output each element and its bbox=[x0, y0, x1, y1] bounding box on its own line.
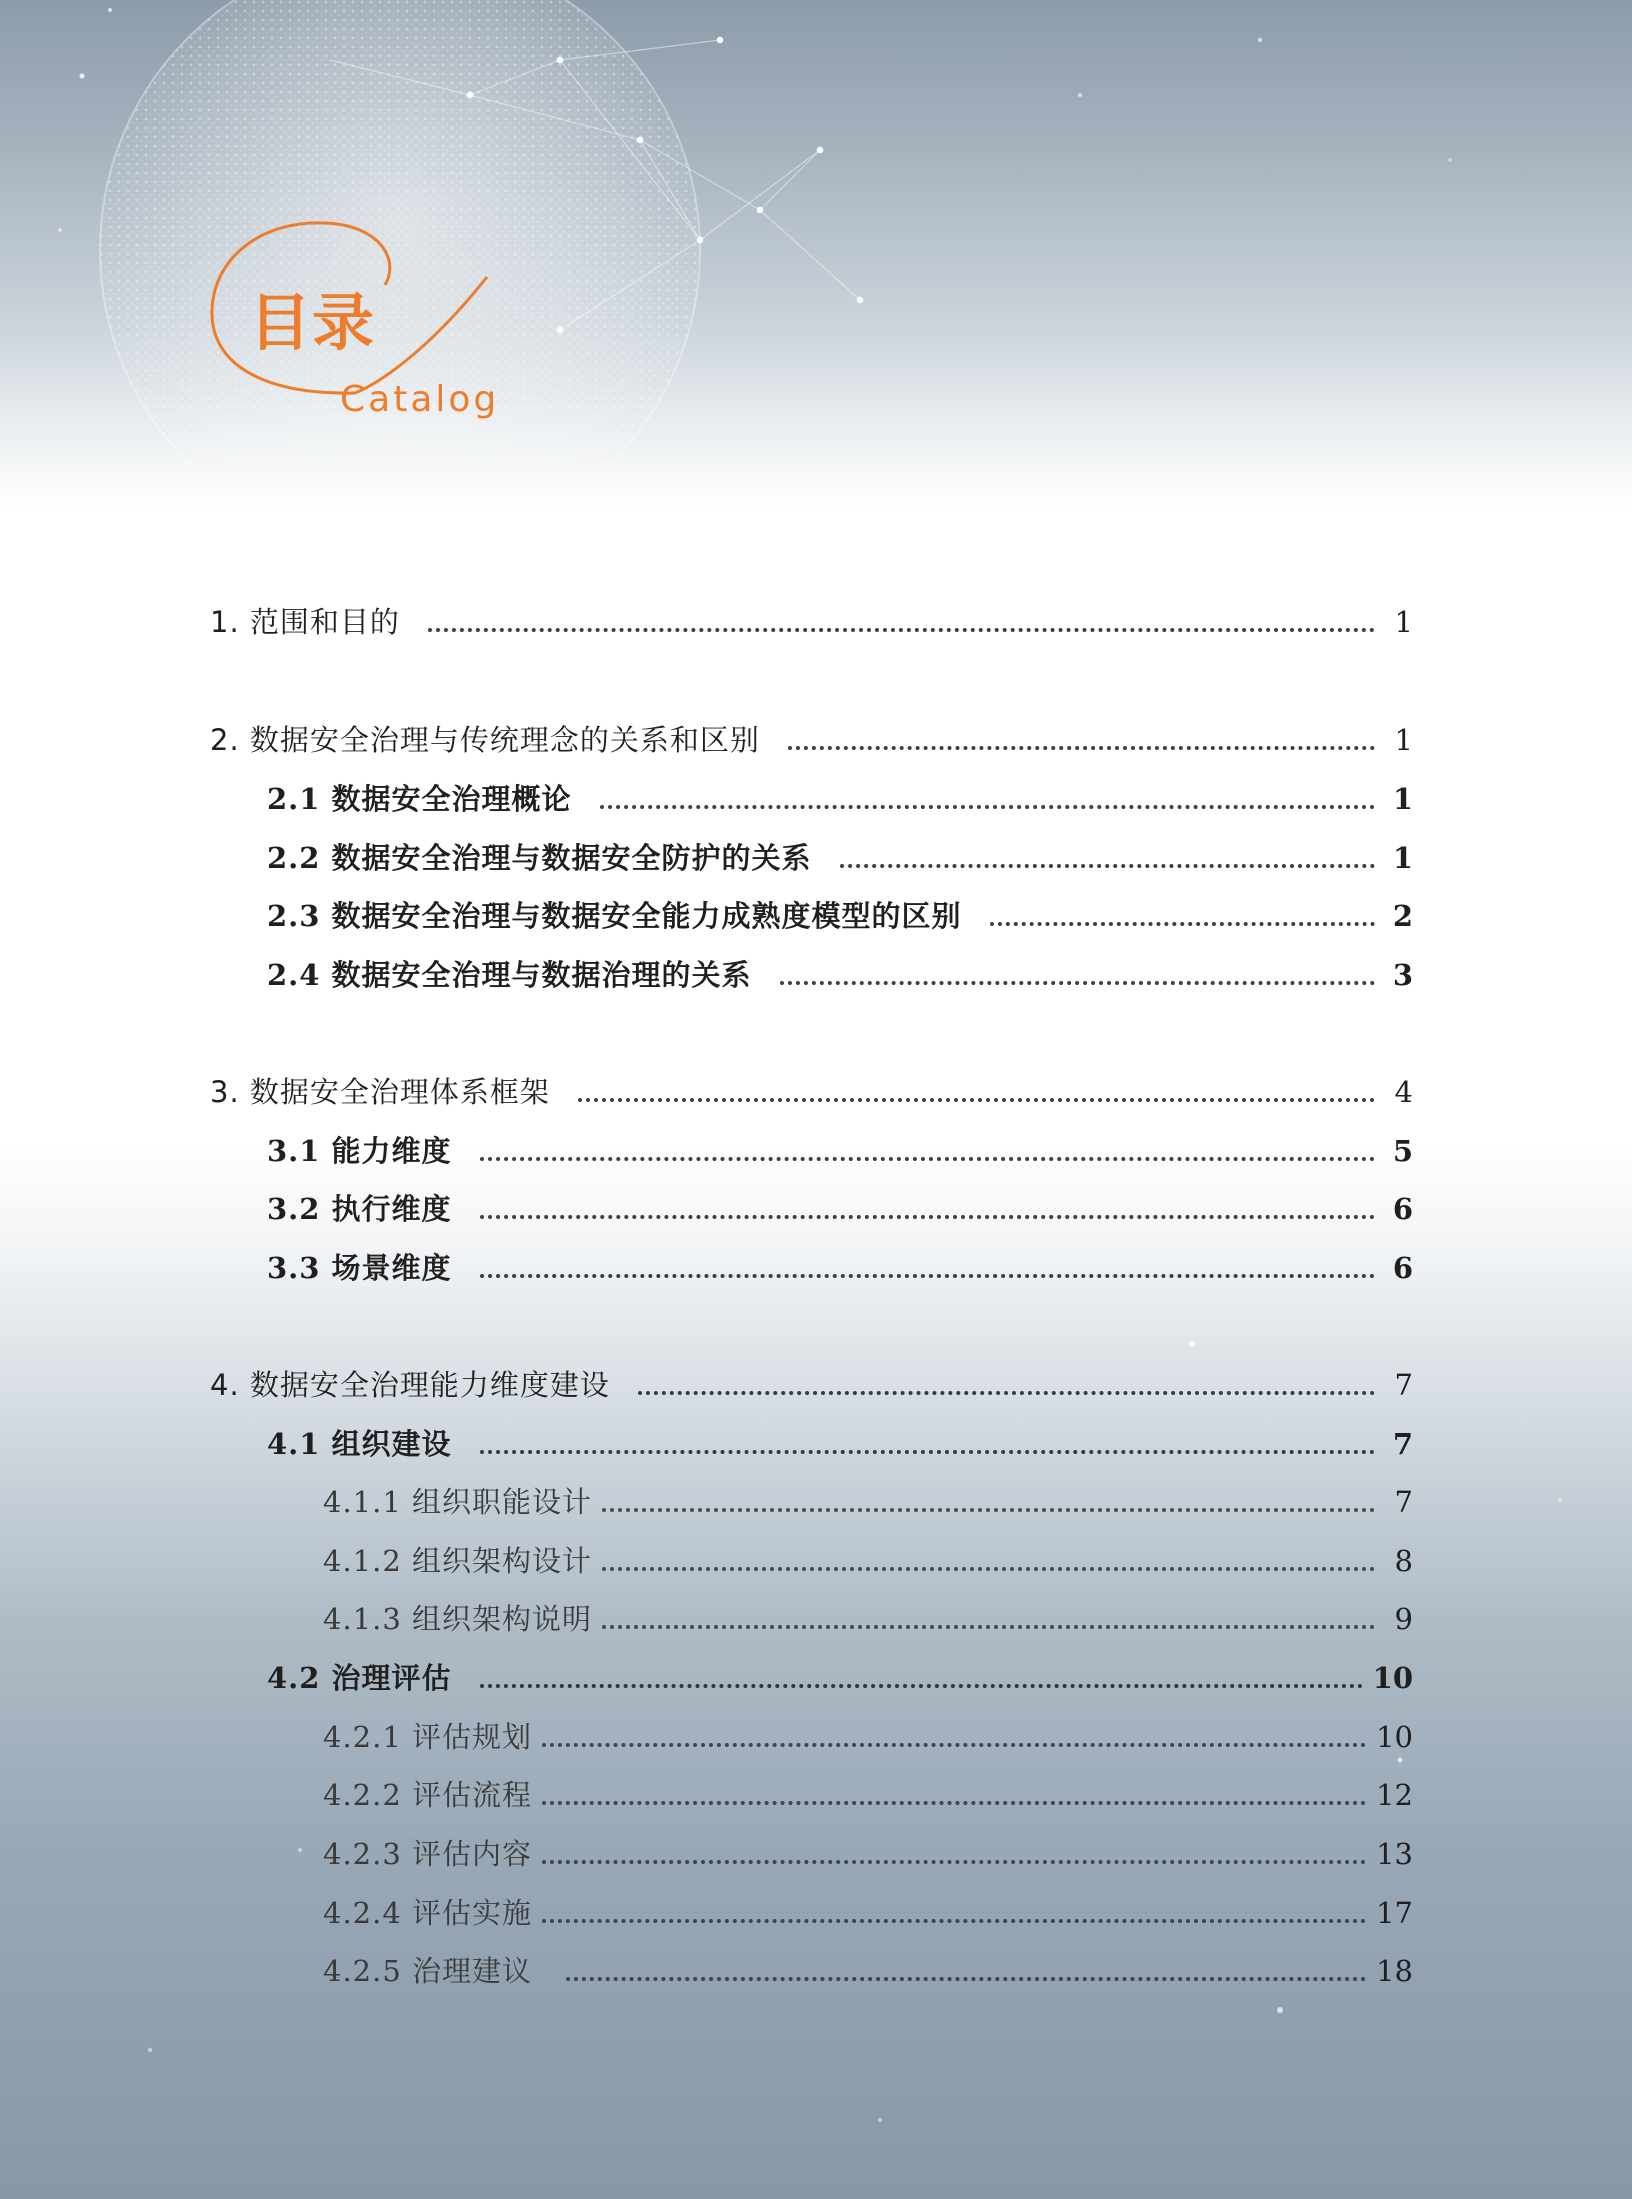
toc-entry-title: 4.2.5 治理建议 bbox=[323, 1954, 533, 1988]
toc-entry-page: 18 bbox=[1376, 1954, 1413, 1988]
toc-entry-page: 13 bbox=[1376, 1837, 1413, 1871]
toc-entry-page: 7 bbox=[1394, 1485, 1413, 1519]
toc-entry-title: 1. 范围和目的 bbox=[210, 605, 400, 639]
dot-leader bbox=[840, 850, 1375, 868]
toc-entry-s1[interactable] bbox=[210, 600, 1413, 644]
toc-entry-title: 4.2.2 评估流程 bbox=[323, 1778, 533, 1812]
toc-entry-title: 4.2.1 评估规划 bbox=[323, 1720, 533, 1754]
toc-entry-s4-1-2[interactable] bbox=[323, 1539, 1413, 1583]
toc-entry-s4-2-5[interactable] bbox=[323, 1949, 1413, 1993]
dot-leader bbox=[542, 1729, 1366, 1747]
toc-entry-page: 10 bbox=[1372, 1661, 1413, 1695]
toc-entry-s4-2-3[interactable] bbox=[323, 1832, 1413, 1876]
toc-entry-s3-3[interactable] bbox=[267, 1246, 1413, 1290]
toc-entry-s4[interactable] bbox=[210, 1363, 1413, 1407]
toc-entry-page: 1 bbox=[1394, 723, 1413, 757]
toc-entry-s2-4[interactable] bbox=[267, 953, 1413, 997]
dot-leader bbox=[788, 732, 1375, 750]
toc-entry-page: 9 bbox=[1394, 1602, 1413, 1636]
toc-entry-page: 8 bbox=[1394, 1544, 1413, 1578]
toc-entry-page: 12 bbox=[1376, 1778, 1413, 1812]
dot-leader bbox=[542, 1846, 1366, 1864]
toc-entry-page: 17 bbox=[1376, 1896, 1413, 1930]
toc-entry-title: 4.2 治理评估 bbox=[267, 1661, 452, 1695]
toc-entry-page: 7 bbox=[1394, 1368, 1413, 1402]
dot-leader bbox=[480, 1436, 1375, 1454]
toc-entry-page: 2 bbox=[1392, 899, 1413, 933]
toc-entry-title: 4.2.4 评估实施 bbox=[323, 1896, 533, 1930]
dot-leader bbox=[480, 1260, 1375, 1278]
dot-leader bbox=[780, 967, 1375, 985]
dot-leader bbox=[480, 1670, 1363, 1688]
toc-entry-title: 2.3 数据安全治理与数据安全能力成熟度模型的区别 bbox=[267, 899, 962, 933]
toc-entry-title: 2.1 数据安全治理概论 bbox=[267, 782, 572, 816]
title-en: Catalog bbox=[340, 379, 500, 420]
toc-entry-s4-2-1[interactable] bbox=[323, 1715, 1413, 1759]
toc-entry-s2-2[interactable] bbox=[267, 836, 1413, 880]
toc-entry-s4-2[interactable] bbox=[267, 1656, 1413, 1700]
toc-entry-title: 2.4 数据安全治理与数据治理的关系 bbox=[267, 958, 752, 992]
dot-leader bbox=[990, 908, 1375, 926]
toc-entry-page: 1 bbox=[1392, 782, 1413, 816]
toc-entry-page: 7 bbox=[1392, 1427, 1413, 1461]
toc-entry-s3[interactable] bbox=[210, 1070, 1413, 1114]
toc-entry-title: 4.2.3 评估内容 bbox=[323, 1837, 533, 1871]
catalog-title bbox=[205, 215, 505, 435]
dot-leader bbox=[542, 1787, 1366, 1805]
toc-entry-page: 1 bbox=[1392, 841, 1413, 875]
dot-leader bbox=[600, 791, 1375, 809]
toc-entry-page: 6 bbox=[1392, 1251, 1413, 1285]
toc-entry-title: 3. 数据安全治理体系框架 bbox=[210, 1075, 550, 1109]
toc-entry-title: 2. 数据安全治理与传统理念的关系和区别 bbox=[210, 723, 760, 757]
toc-entry-title: 4.1.1 组织职能设计 bbox=[323, 1485, 593, 1519]
toc-entry-s4-1-1[interactable] bbox=[323, 1480, 1413, 1524]
toc-entry-s2[interactable] bbox=[210, 718, 1413, 762]
toc-entry-title: 4. 数据安全治理能力维度建设 bbox=[210, 1368, 610, 1402]
dot-leader bbox=[602, 1494, 1375, 1512]
toc-entry-page: 10 bbox=[1376, 1720, 1413, 1754]
toc-entry-title: 2.2 数据安全治理与数据安全防护的关系 bbox=[267, 841, 812, 875]
toc-entry-s3-2[interactable] bbox=[267, 1187, 1413, 1231]
toc-entry-s4-2-4[interactable] bbox=[323, 1891, 1413, 1935]
dot-leader bbox=[542, 1905, 1366, 1923]
toc-entry-page: 6 bbox=[1392, 1192, 1413, 1226]
toc-entry-page: 4 bbox=[1394, 1075, 1413, 1109]
toc-entry-s4-2-2[interactable] bbox=[323, 1773, 1413, 1817]
toc-entry-s3-1[interactable] bbox=[267, 1129, 1413, 1173]
dot-leader bbox=[602, 1611, 1375, 1629]
dot-leader bbox=[480, 1143, 1375, 1161]
toc-entry-title: 4.1 组织建设 bbox=[267, 1427, 452, 1461]
toc-entry-title: 4.1.3 组织架构说明 bbox=[323, 1602, 593, 1636]
title-cn: 目录 bbox=[249, 286, 376, 359]
dot-leader bbox=[638, 1377, 1375, 1395]
toc-entry-page: 1 bbox=[1394, 605, 1413, 639]
toc-entry-page: 3 bbox=[1392, 958, 1413, 992]
toc-entry-page: 5 bbox=[1392, 1134, 1413, 1168]
dot-leader bbox=[602, 1553, 1375, 1571]
toc-entry-s2-1[interactable] bbox=[267, 777, 1413, 821]
toc-entry-s4-1-3[interactable] bbox=[323, 1597, 1413, 1641]
dot-leader bbox=[578, 1084, 1375, 1102]
toc-entry-title: 3.3 场景维度 bbox=[267, 1251, 452, 1285]
dot-leader bbox=[428, 614, 1375, 632]
toc-entry-title: 3.1 能力维度 bbox=[267, 1134, 452, 1168]
toc-entry-title: 3.2 执行维度 bbox=[267, 1192, 452, 1226]
dot-leader bbox=[480, 1201, 1375, 1219]
toc-entry-title: 4.1.2 组织架构设计 bbox=[323, 1544, 593, 1578]
toc-entry-s2-3[interactable] bbox=[267, 894, 1413, 938]
dot-leader bbox=[566, 1963, 1366, 1981]
toc-entry-s4-1[interactable] bbox=[267, 1422, 1413, 1466]
